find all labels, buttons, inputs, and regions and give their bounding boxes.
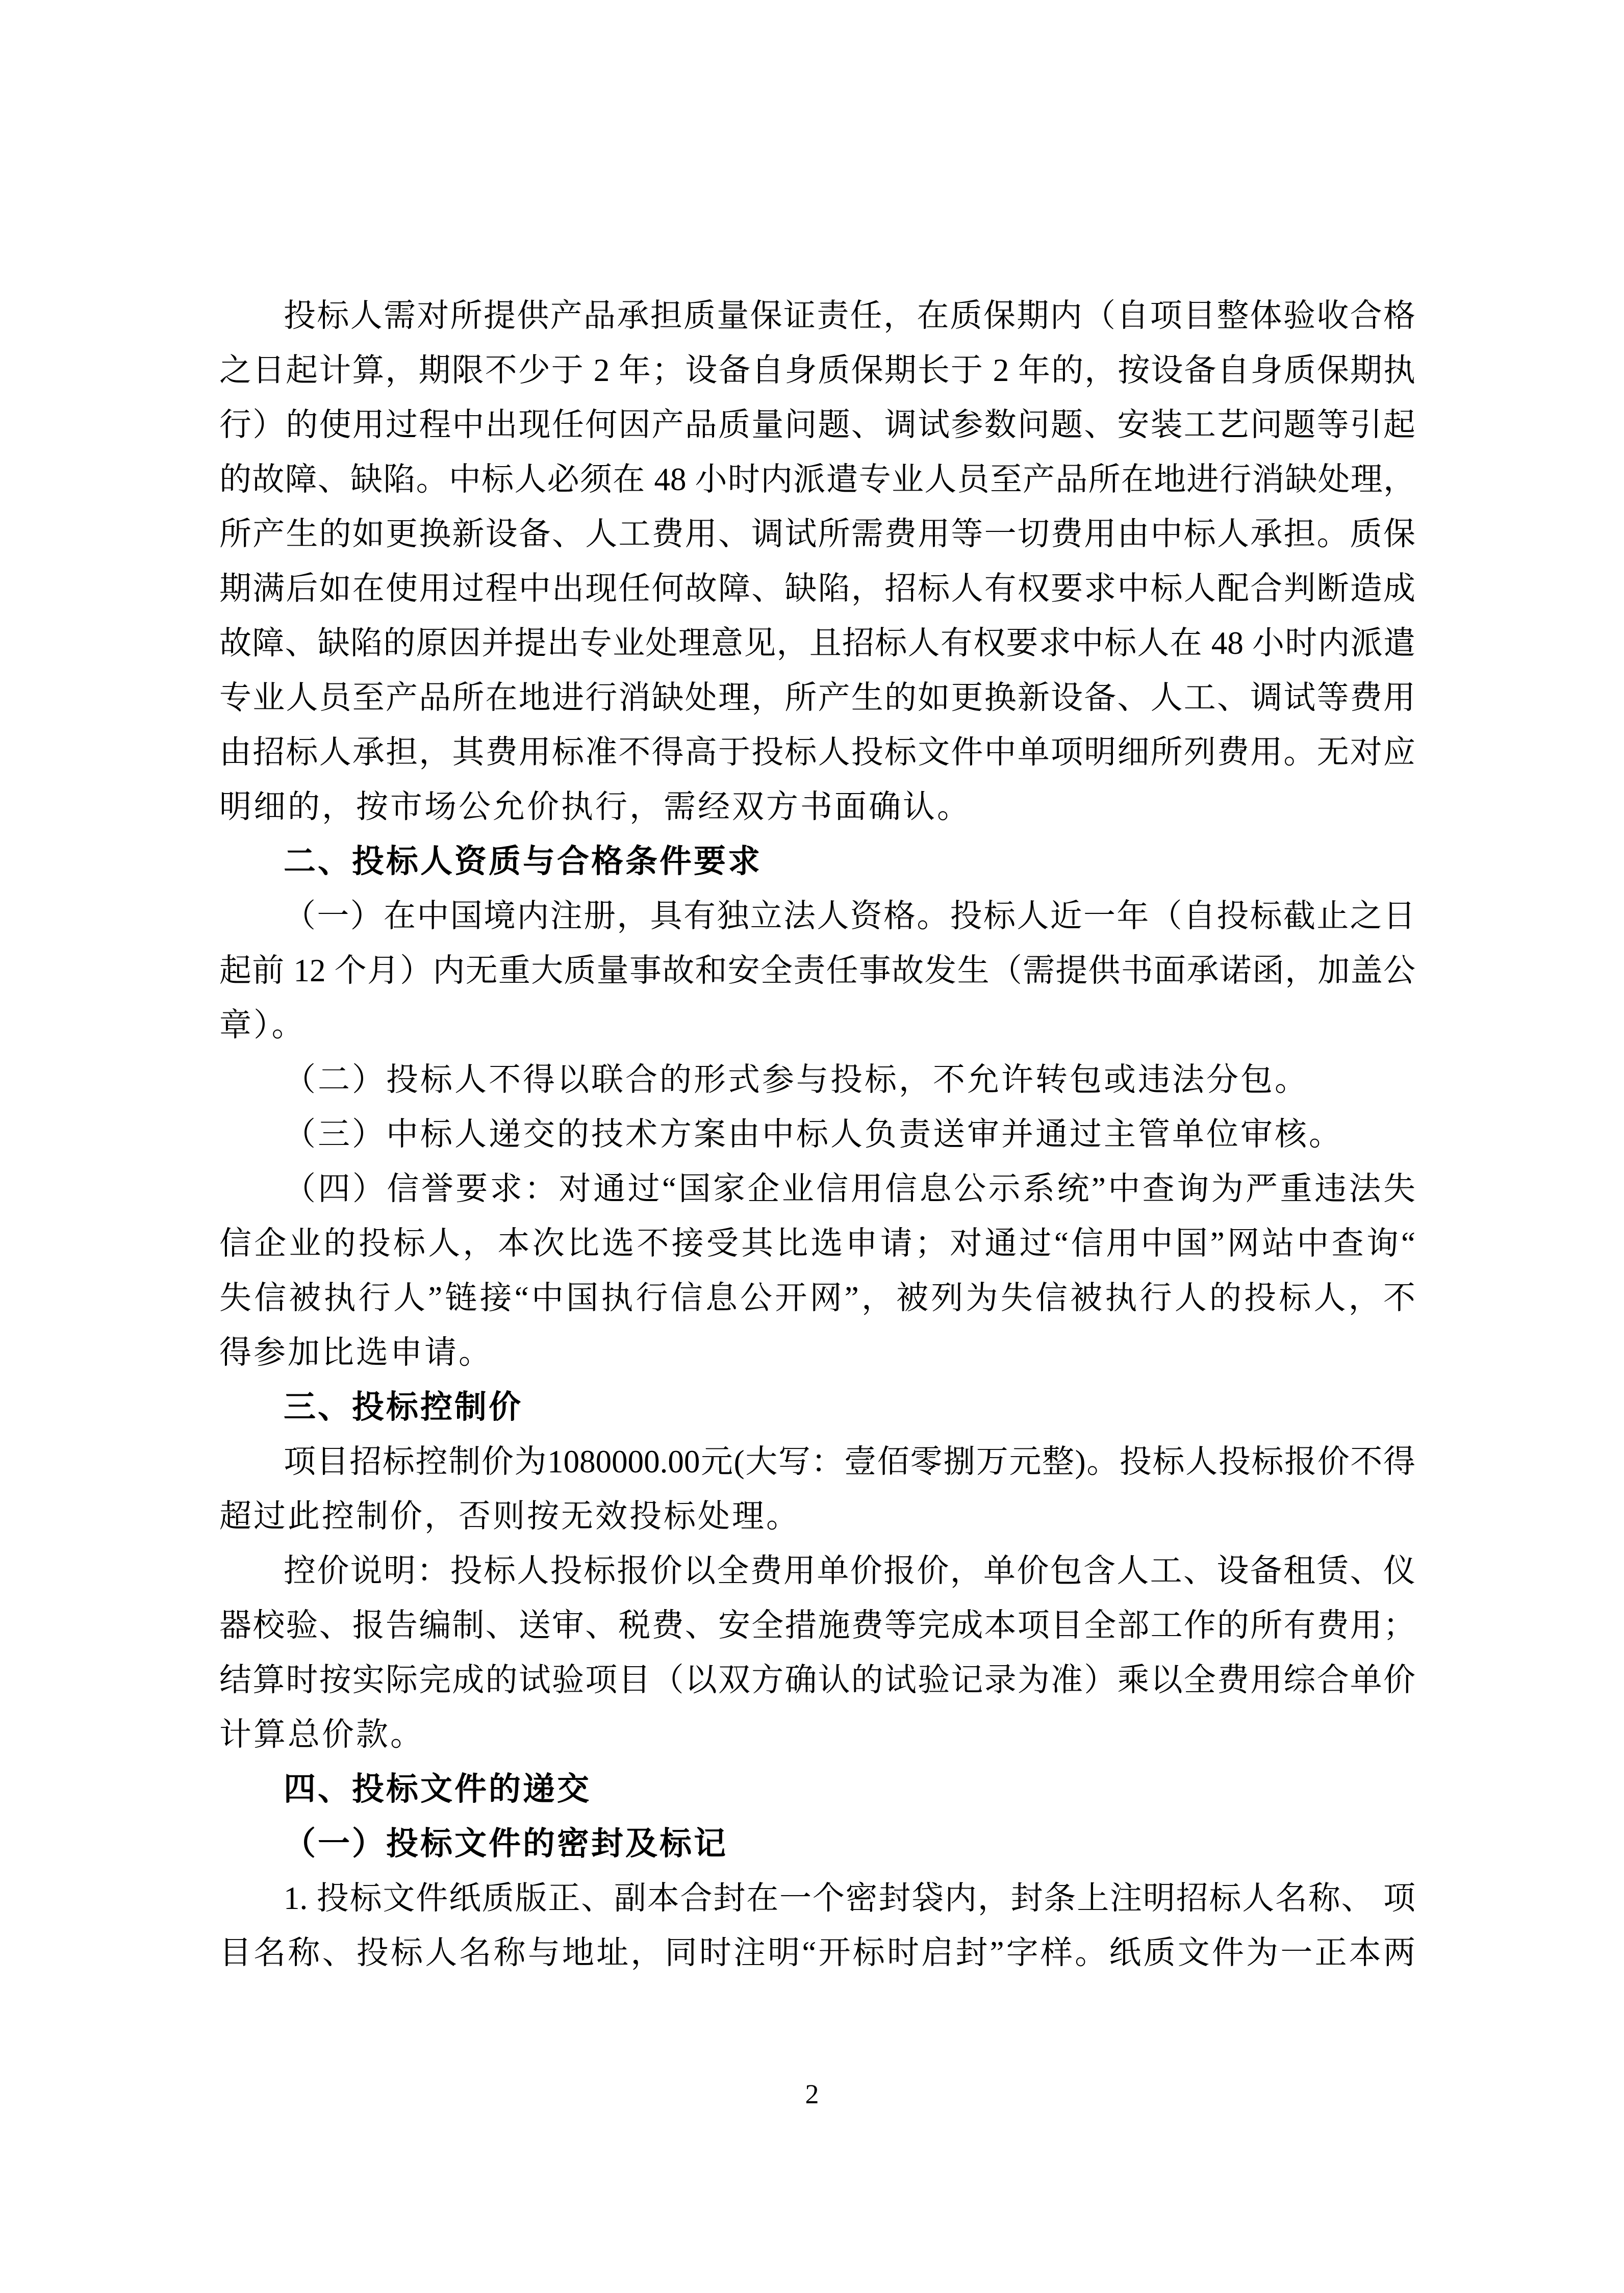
- text-line: 的故障、缺陷。中标人必须在 48 小时内派遣专业人员至产品所在地进行消缺处理，: [219, 462, 1415, 497]
- heading-line: （一）投标文件的密封及标记: [284, 1826, 728, 1862]
- text-line: 目名称、投标人名称与地址，同时注明“开标时启封”字样。纸质文件为一正本两: [219, 1935, 1415, 1971]
- text-line: 计算总价款。: [219, 1717, 424, 1752]
- heading-line: 三、投标控制价: [284, 1389, 523, 1425]
- text-line: 超过此控制价，否则按无效投标处理。: [219, 1498, 800, 1534]
- text-line: 之日起计算，期限不少于 2 年；设备自身质保期长于 2 年的，按设备自身质保期执: [219, 352, 1415, 388]
- text-line: 章）。: [219, 1007, 306, 1043]
- text-line: （三）中标人递交的技术方案由中标人负责送审并通过主管单位审核。: [284, 1116, 1343, 1152]
- text-line: 由招标人承担，其费用标准不得高于投标人投标文件中单项明细所列费用。无对应: [219, 734, 1415, 770]
- text-line: 控价说明：投标人投标报价以全费用单价报价，单价包含人工、设备租赁、仪: [284, 1553, 1415, 1589]
- text-line: （四）信誉要求：对通过“国家企业信用信息公示系统”中查询为严重违法失: [284, 1171, 1415, 1207]
- heading-line: 四、投标文件的递交: [284, 1771, 591, 1807]
- text-line: 器校验、报告编制、送审、税费、安全措施费等完成本项目全部工作的所有费用；: [219, 1608, 1415, 1643]
- text-line: 结算时按实际完成的试验项目（以双方确认的试验记录为准）乘以全费用综合单价: [219, 1662, 1415, 1698]
- text-line: 1. 投标文件纸质版正、副本合封在一个密封袋内，封条上注明招标人名称、 项: [284, 1880, 1415, 1916]
- text-line: （一）在中国境内注册，具有独立法人资格。投标人近一年（自投标截止之日: [284, 898, 1415, 934]
- text-line: 期满后如在使用过程中出现任何故障、缺陷，招标人有权要求中标人配合判断造成: [219, 571, 1415, 606]
- page-number: 2: [805, 2079, 819, 2109]
- text-line: 所产生的如更换新设备、人工费用、调试所需费用等一切费用由中标人承担。质保: [219, 516, 1415, 552]
- text-line: 投标人需对所提供产品承担质量保证责任，在质保期内（自项目整体验收合格: [284, 298, 1415, 334]
- text-line: 起前 12 个月）内无重大质量事故和安全责任事故发生（需提供书面承诺函，加盖公: [219, 953, 1415, 988]
- text-line: 信企业的投标人，本次比选不接受其比选申请；对通过“信用中国”网站中查询“: [219, 1226, 1415, 1261]
- text-line: （二）投标人不得以联合的形式参与投标，不允许转包或违法分包。: [284, 1062, 1309, 1098]
- text-line: 专业人员至产品所在地进行消缺处理，所产生的如更换新设备、人工、调试等费用: [219, 680, 1415, 716]
- document-body: [219, 289, 1415, 1980]
- heading-line: 二、投标人资质与合格条件要求: [284, 844, 762, 879]
- text-line: 失信被执行人”链接“中国执行信息公开网”，被列为失信被执行人的投标人，不: [219, 1280, 1415, 1316]
- text-line: 故障、缺陷的原因并提出专业处理意见，且招标人有权要求中标人在 48 小时内派遣: [219, 625, 1415, 661]
- text-line: 项目招标控制价为1080000.00元(大写：壹佰零捌万元整)。投标人投标报价不得: [284, 1444, 1415, 1480]
- text-line: 得参加比选申请。: [219, 1335, 493, 1370]
- text-line: 明细的，按市场公允价执行，需经双方书面确认。: [219, 789, 971, 825]
- text-line: 行）的使用过程中出现任何因产品质量问题、调试参数问题、安装工艺问题等引起: [219, 407, 1415, 443]
